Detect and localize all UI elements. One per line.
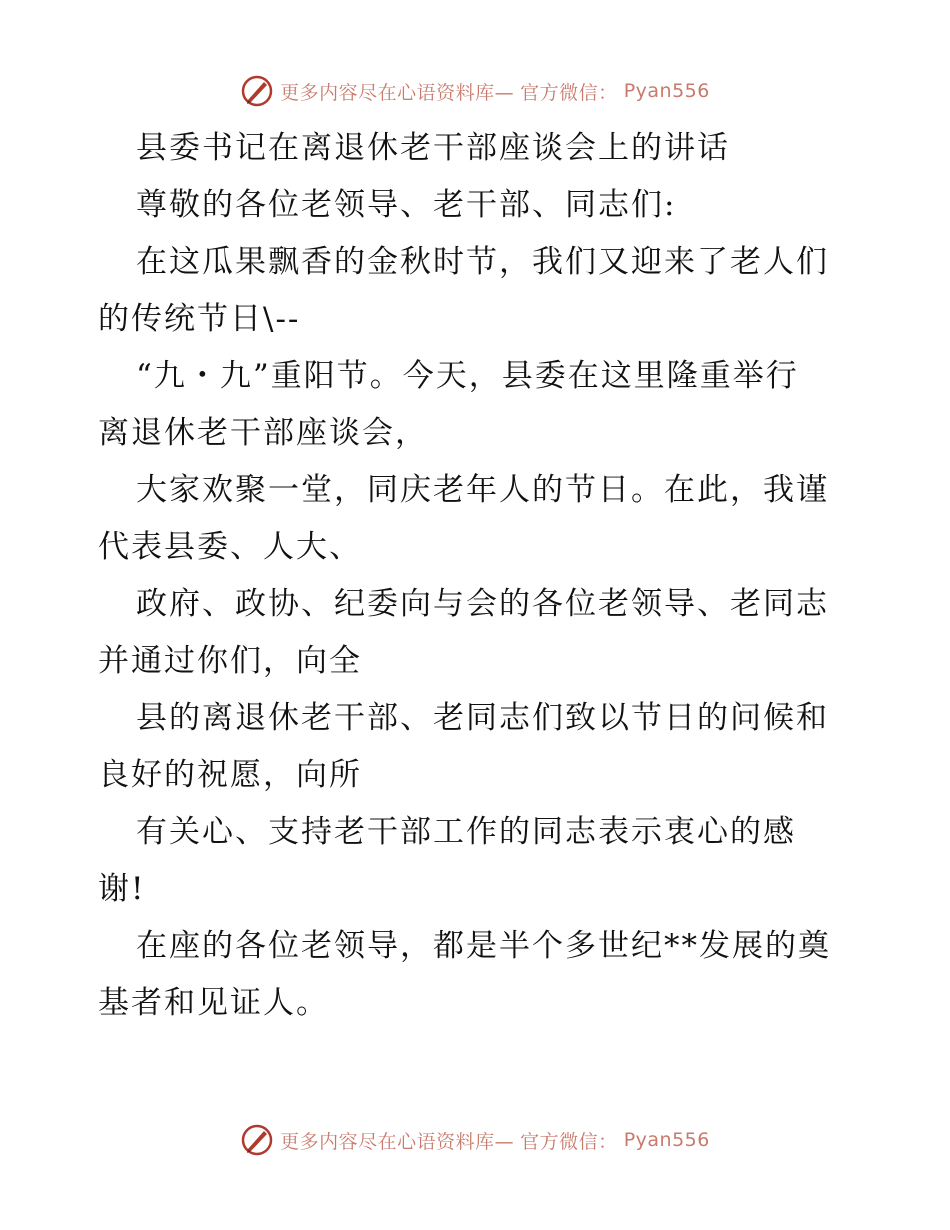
paragraph-line: 代表县委、人大、	[98, 529, 362, 565]
watermark-prefix: 更多内容尽在心语资料库—	[280, 1130, 515, 1153]
footer-watermark	[0, 1120, 950, 1160]
watermark-label: 官方微信：	[520, 1130, 618, 1153]
paragraph-line: 离退休老干部座谈会，	[98, 415, 428, 451]
paragraph-line: 大家欢聚一堂，同庆老年人的节日。在此，我谨	[136, 472, 829, 508]
quill-logo-icon	[240, 74, 274, 108]
watermark-account: Pyan556	[623, 1129, 710, 1151]
paragraph-line: 在这瓜果飘香的金秋时节，我们又迎来了老人们	[136, 244, 829, 280]
quill-logo-icon	[240, 1123, 274, 1157]
watermark-prefix: 更多内容尽在心语资料库—	[280, 81, 515, 104]
paragraph-line: 基者和见证人。	[98, 985, 329, 1021]
header-watermark	[0, 71, 950, 111]
document-title: 县委书记在离退休老干部座谈会上的讲话	[136, 130, 730, 166]
paragraph-line: 的传统节日\--	[98, 301, 301, 337]
document-greeting: 尊敬的各位老领导、老干部、同志们:	[136, 187, 677, 223]
paragraph-line: 有关心、支持老干部工作的同志表示衷心的感	[136, 814, 796, 850]
paragraph-line: “九・九”重阳节。今天，县委在这里隆重举行	[136, 358, 799, 394]
paragraph-line: 县的离退休老干部、老同志们致以节日的问候和	[136, 700, 829, 736]
watermark-account: Pyan556	[623, 80, 710, 102]
document-body	[98, 120, 858, 1032]
paragraph-line: 并通过你们，向全	[98, 643, 362, 679]
paragraph-line: 政府、政协、纪委向与会的各位老领导、老同志	[136, 586, 829, 622]
paragraph-line: 谢!	[98, 871, 146, 907]
paragraph-line: 良好的祝愿，向所	[98, 757, 362, 793]
paragraph-line: 在座的各位老领导，都是半个多世纪**发展的奠	[136, 928, 831, 964]
watermark-label: 官方微信：	[520, 81, 618, 104]
